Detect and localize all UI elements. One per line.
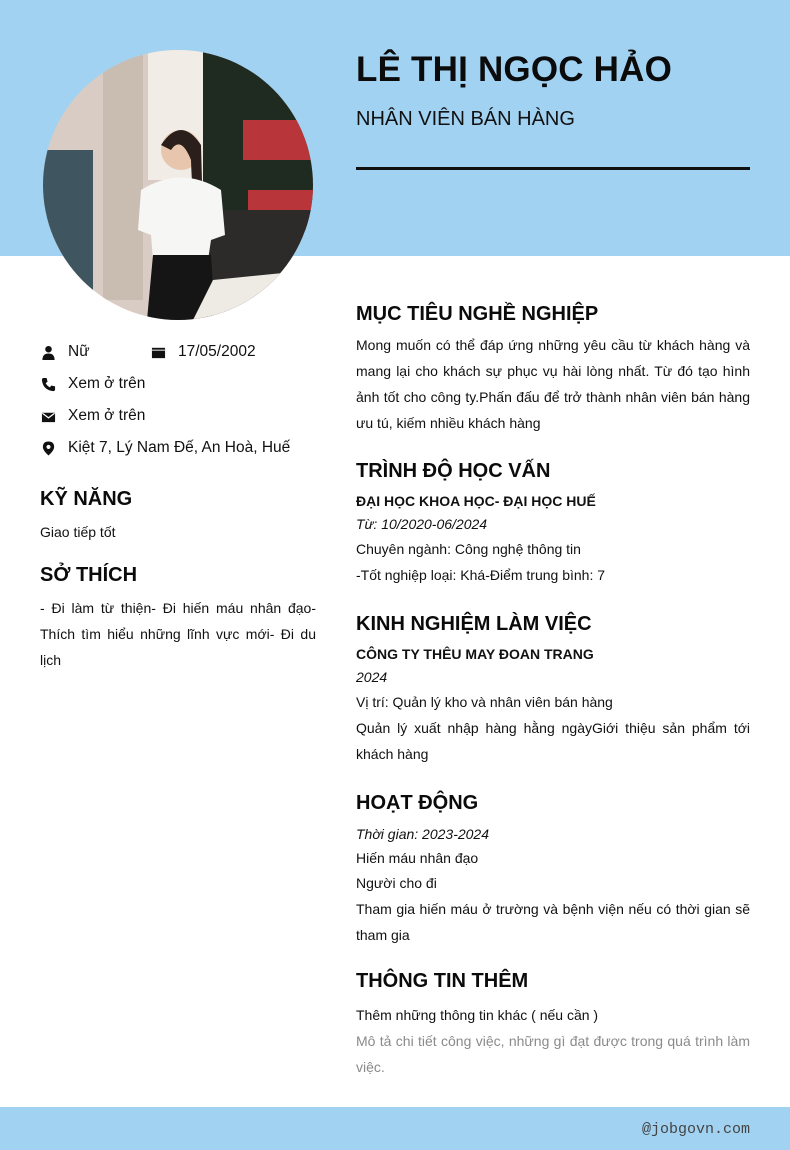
activities-heading: HOẠT ĐỘNG	[356, 792, 479, 814]
skills-text: Giao tiếp tốt	[40, 524, 116, 540]
additional-section	[356, 1002, 750, 1080]
footer-watermark: @jobgovn.com	[641, 1121, 750, 1138]
additional-heading: THÔNG TIN THÊM	[356, 970, 529, 992]
contact-phone	[40, 375, 145, 393]
contact-birthday	[150, 343, 256, 361]
experience-position: Vị trí: Quản lý kho và nhân viên bán hàng	[356, 694, 613, 710]
objective-section	[356, 332, 750, 436]
activities-period: Thời gian: 2023-2024	[356, 826, 489, 842]
education-section	[356, 490, 750, 588]
mail-icon	[40, 408, 56, 424]
education-major: Chuyên ngành: Công nghệ thông tin	[356, 541, 581, 557]
skills-heading: KỸ NĂNG	[40, 488, 133, 510]
activities-name: Hiến máu nhân đạo	[356, 850, 479, 866]
additional-text: Thêm những thông tin khác ( nếu cần )	[356, 1007, 599, 1023]
candidate-name: LÊ THỊ NGỌC HẢO	[356, 50, 673, 89]
contact-address	[40, 439, 290, 457]
photo-sign-2	[248, 190, 313, 210]
title-divider	[356, 167, 750, 170]
additional-placeholder: Mô tả chi tiết công việc, những gì đạt được trong quá trình làm việc.	[356, 1033, 750, 1075]
profile-photo	[43, 50, 313, 320]
experience-year: 2024	[356, 669, 388, 685]
education-grade: -Tốt nghiệp loại: Khá-Điểm trung bình: 7	[356, 567, 606, 583]
address-value: Kiệt 7, Lý Nam Đế, An Hoà, Huế	[68, 439, 291, 456]
activities-section	[356, 822, 750, 948]
user-icon	[40, 344, 56, 360]
experience-description: Quản lý xuất nhập hàng hằng ngàyGiới thiệu sản phẩm tới khách hàng	[356, 720, 750, 762]
education-heading: TRÌNH ĐỘ HỌC VẤN	[356, 460, 551, 482]
hobbies-text: - Đi làm từ thiện- Đi hiến máu nhân đạo- Thích tìm hiểu những lĩnh vực mới- Đi du lịch	[40, 600, 316, 668]
objective-text: Mong muốn có thể đáp ứng những yêu cầu từ khách hàng và mang lại cho khách sự phục vụ hài lòng nhất. Từ đó tạo hình ảnh tốt cho công ty.Phấn đấu để trở thành nhân viên bán hàng ưu tú, kiếm nhiều khách hàng	[356, 337, 750, 431]
activities-role: Người cho đi	[356, 875, 437, 891]
calendar-icon	[150, 344, 166, 360]
job-title: NHÂN VIÊN BÁN HÀNG	[356, 108, 575, 130]
gender-value: Nữ	[68, 343, 90, 360]
phone-icon	[40, 376, 56, 392]
birthday-value: 17/05/2002	[178, 343, 256, 360]
location-pin-icon	[40, 440, 56, 456]
contact-gender	[40, 343, 90, 361]
hobbies-heading: SỞ THÍCH	[40, 564, 138, 586]
experience-company: CÔNG TY THÊU MAY ĐOAN TRANG	[356, 646, 594, 662]
experience-section	[356, 643, 750, 767]
objective-heading: MỤC TIÊU NGHỀ NGHIỆP	[356, 303, 599, 325]
profile-photo-illustration	[43, 50, 313, 320]
phone-value: Xem ở trên	[68, 375, 146, 392]
activities-description: Tham gia hiến máu ở trường và bệnh viện nếu có thời gian sẽ tham gia	[356, 901, 750, 943]
education-school: ĐẠI HỌC KHOA HỌC- ĐẠI HỌC HUẾ	[356, 493, 596, 509]
photo-curtain	[103, 50, 143, 300]
education-period: Từ: 10/2020-06/2024	[356, 516, 488, 532]
email-value: Xem ở trên	[68, 407, 146, 424]
contact-email	[40, 407, 145, 425]
experience-heading: KINH NGHIỆM LÀM VIỆC	[356, 613, 592, 635]
